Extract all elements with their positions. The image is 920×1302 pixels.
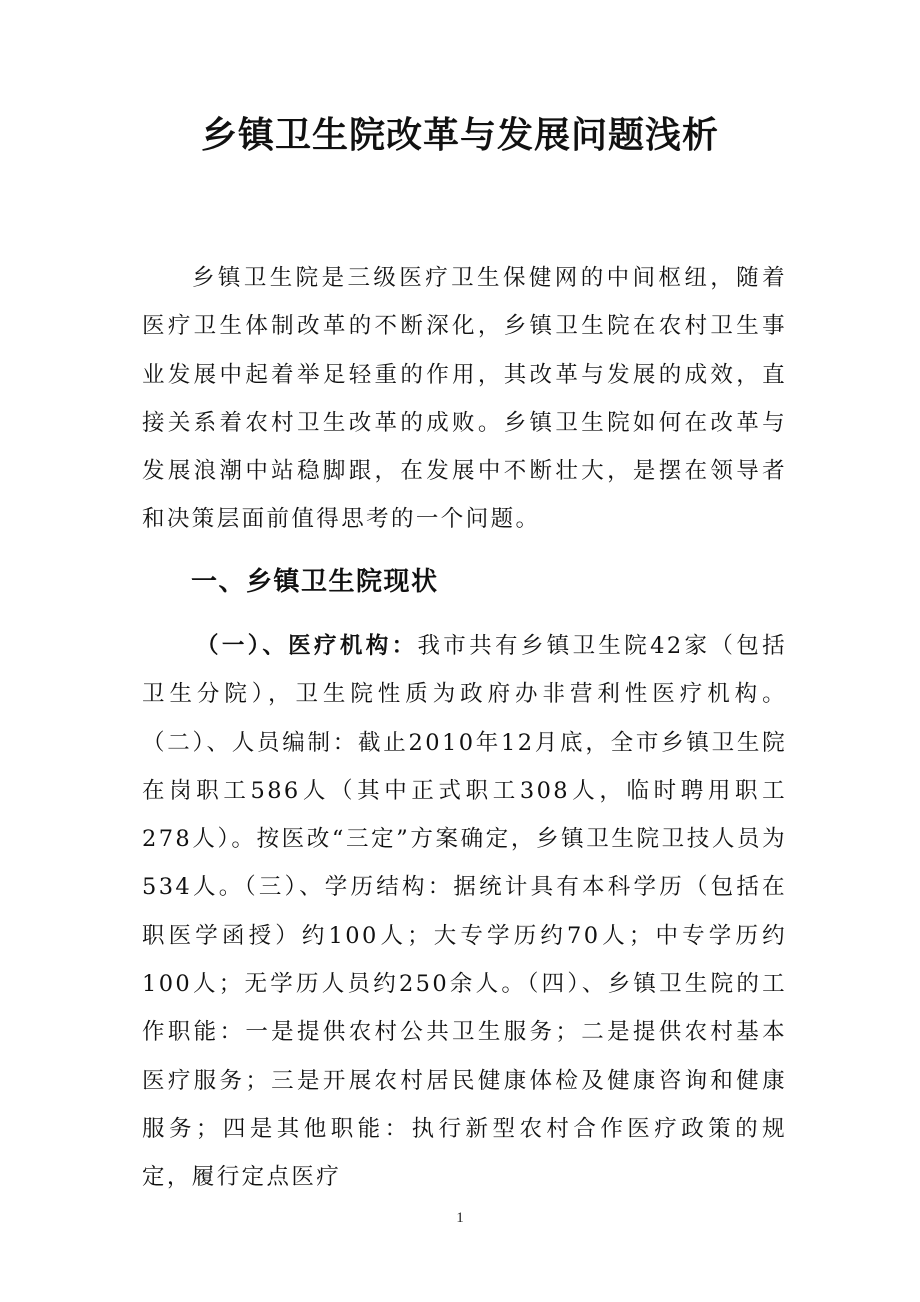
document-title: 乡镇卫生院改革与发展问题浅析 [200,115,719,156]
section-lead-label: （一）、医疗机构： [196,633,418,659]
section-body-text: 我市共有乡镇卫生院42家（包括卫生分院），卫生院性质为政府办非营利性医疗机构。（二）、人员编制：截止2010年12月底，全市乡镇卫生院在岗职工586人（其中正式职工308人，临时聘用职工278人）。按医改“三定”方案确定，乡镇卫生院卫技人员为534人。（三）、学历结构：据统计具有本科学历（包括在职医学函授）约100人；大专学历约70人；中专学历约100人；无学历人员约250余人。（四）、乡镇卫生院的工作职能：一是提供农村公共卫生服务；二是提供农村基本医疗服务；三是开展农村居民健康体检及健康咨询和健康服务；四是其他职能：执行新型农村合作医疗政策的规定，履行定点医疗 [142,633,787,1191]
section-heading: 一、乡镇卫生院现状 [191,567,439,597]
section-paragraph [142,622,787,1202]
intro-paragraph: 乡镇卫生院是三级医疗卫生保健网的中间枢纽，随着医疗卫生体制改革的不断深化，乡镇卫生院在农村卫生事业发展中起着举足轻重的作用，其改革与发展的成效，直接关系着农村卫生改革的成败。乡镇卫生院如何在改革与发展浪潮中站稳脚跟，在发展中不断壮大，是摆在领导者和决策层面前值得思考的一个问题。 [142,265,787,533]
page-number: 1 [456,1210,464,1226]
